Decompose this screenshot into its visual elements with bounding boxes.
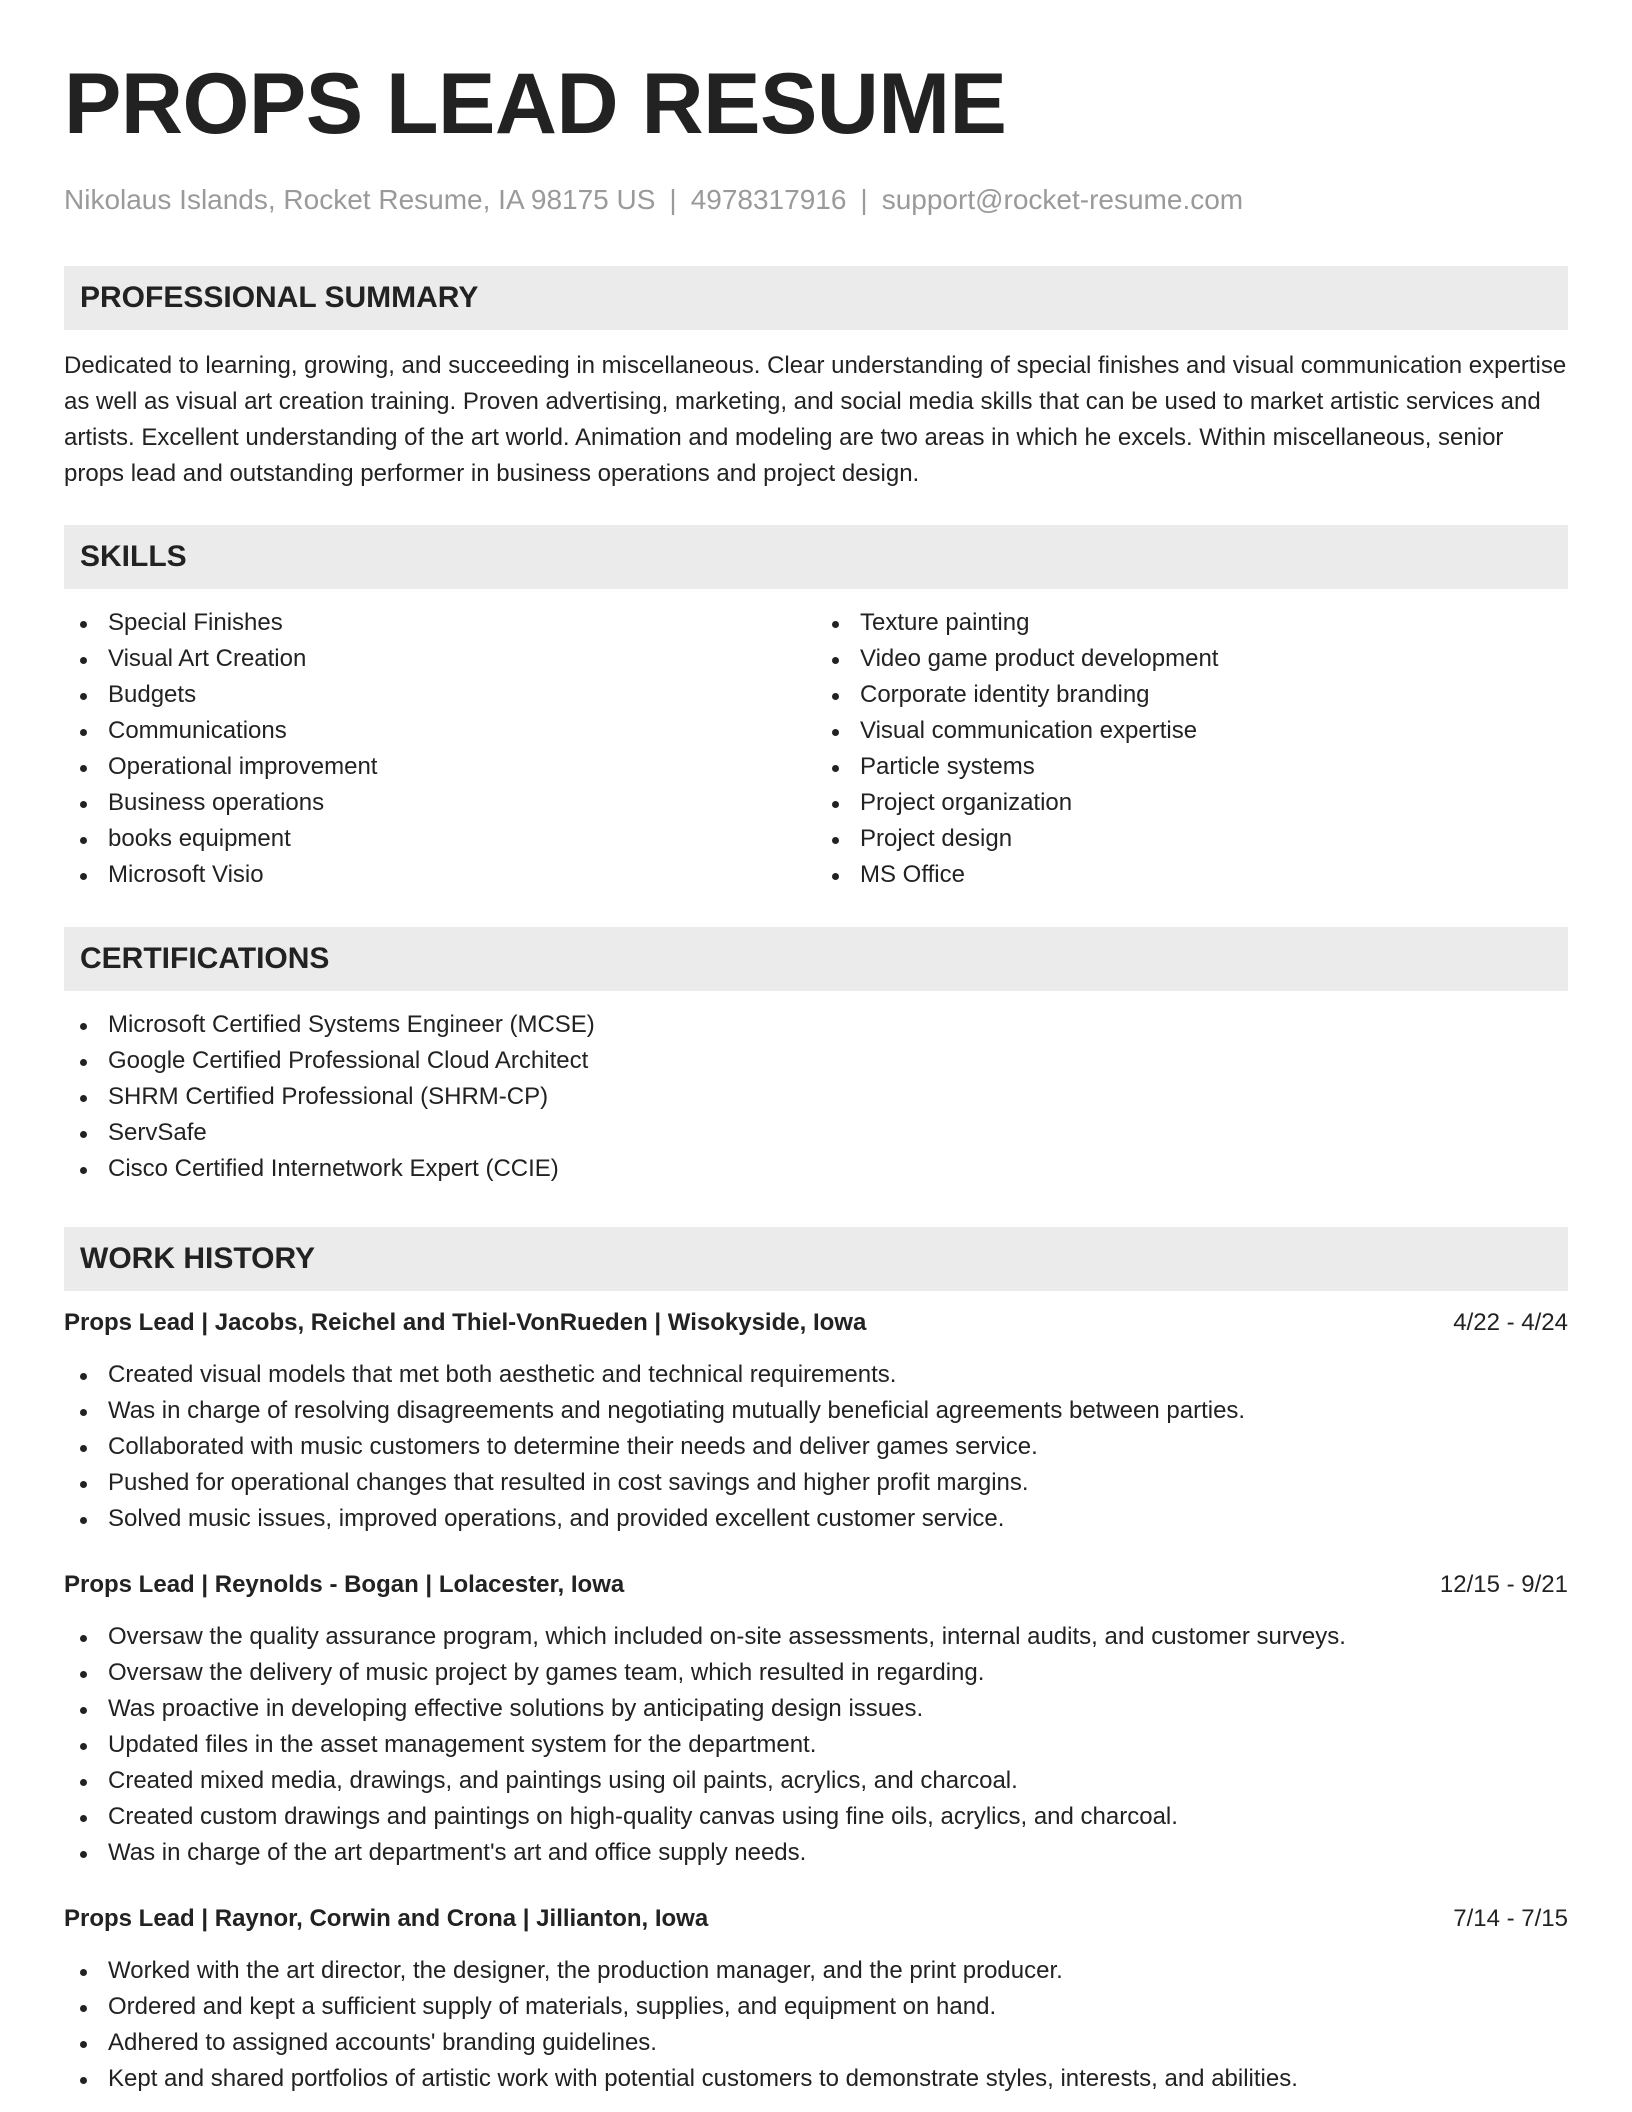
job-dates: 7/14 - 7/15 xyxy=(1453,1905,1568,1932)
job-bullet: Ordered and kept a sufficient supply of materials, supplies, and equipment on hand. xyxy=(64,1989,1568,2025)
contact-separator: | xyxy=(860,184,868,215)
contact-separator: | xyxy=(669,184,677,215)
job-bullet: Collaborated with music customers to determine their needs and deliver games service. xyxy=(64,1429,1568,1465)
contact-email: support@rocket-resume.com xyxy=(881,184,1244,215)
contact-phone: 4978317916 xyxy=(690,184,847,215)
summary-text: Dedicated to learning, growing, and succeeding in miscellaneous. Clear understanding of special finishes and visual communication expertise as well as visual art creation training. Proven advertising, marketing, and social media skills that can be used to market artistic services and artists. Excellent understanding of the art world. Animation and modeling are two areas in which he excels. Within miscellaneous, senior props lead and outstanding performer in business operations and project design. xyxy=(64,352,1567,487)
skills-list-left xyxy=(64,605,816,893)
skill-item: Project organization xyxy=(816,785,1568,821)
skill-item: books equipment xyxy=(64,821,816,857)
job-bullet: Kept and shared portfolios of artistic work with potential customers to demonstrate styles, interests, and abilities. xyxy=(64,2061,1568,2097)
job-bullet: Was in charge of the art department's art and office supply needs. xyxy=(64,1835,1568,1871)
certifications-heading: CERTIFICATIONS xyxy=(64,927,1568,991)
job-bullet: Adhered to assigned accounts' branding guidelines. xyxy=(64,2025,1568,2061)
skill-item: Communications xyxy=(64,713,816,749)
job-bullet: Worked with the art director, the designer, the production manager, and the print producer. xyxy=(64,1953,1568,1989)
skill-item: Microsoft Visio xyxy=(64,857,816,893)
skill-item: Visual communication expertise xyxy=(816,713,1568,749)
job-bullets xyxy=(64,1619,1568,1871)
certification-item: Microsoft Certified Systems Engineer (MCSE) xyxy=(64,1007,1568,1043)
certification-item: ServSafe xyxy=(64,1115,1568,1151)
job-header xyxy=(64,1901,1568,1937)
certification-item: Cisco Certified Internetwork Expert (CCIE) xyxy=(64,1151,1568,1187)
job-header xyxy=(64,1567,1568,1603)
certifications-list xyxy=(64,1007,1568,1187)
job-bullet: Pushed for operational changes that resulted in cost savings and higher profit margins. xyxy=(64,1465,1568,1501)
job-bullet: Solved music issues, improved operations, and provided excellent customer service. xyxy=(64,1501,1568,1537)
job-bullet: Was proactive in developing effective solutions by anticipating design issues. xyxy=(64,1691,1568,1727)
job-title: Props Lead | Raynor, Corwin and Crona | Jillianton, Iowa xyxy=(64,1905,709,1932)
skill-item: Texture painting xyxy=(816,605,1568,641)
skill-item: MS Office xyxy=(816,857,1568,893)
contact-address: Nikolaus Islands, Rocket Resume, IA 98175 US xyxy=(64,184,656,215)
job-dates: 4/22 - 4/24 xyxy=(1453,1309,1568,1336)
job-dates: 12/15 - 9/21 xyxy=(1439,1571,1568,1598)
job-title: Props Lead | Reynolds - Bogan | Lolacester, Iowa xyxy=(64,1571,625,1598)
skills-list-right xyxy=(816,605,1568,893)
skill-item: Project design xyxy=(816,821,1568,857)
skill-item: Business operations xyxy=(64,785,816,821)
job-bullet: Oversaw the quality assurance program, which included on-site assessments, internal audits, and customer surveys. xyxy=(64,1619,1568,1655)
skill-item: Special Finishes xyxy=(64,605,816,641)
job-bullets xyxy=(64,1953,1568,2097)
job-bullet: Updated files in the asset management system for the department. xyxy=(64,1727,1568,1763)
resume-title: PROPS LEAD RESUME xyxy=(64,56,1007,152)
job-bullet: Created visual models that met both aesthetic and technical requirements. xyxy=(64,1357,1568,1393)
skill-item: Operational improvement xyxy=(64,749,816,785)
work-history-heading: WORK HISTORY xyxy=(64,1227,1568,1291)
job-bullets xyxy=(64,1357,1568,1537)
job-bullet: Created custom drawings and paintings on high-quality canvas using fine oils, acrylics, and charcoal. xyxy=(64,1799,1568,1835)
skill-item: Budgets xyxy=(64,677,816,713)
job-bullet: Oversaw the delivery of music project by games team, which resulted in regarding. xyxy=(64,1655,1568,1691)
job-bullet: Was in charge of resolving disagreements and negotiating mutually beneficial agreements between parties. xyxy=(64,1393,1568,1429)
job-bullet: Created mixed media, drawings, and paintings using oil paints, acrylics, and charcoal. xyxy=(64,1763,1568,1799)
skill-item: Visual Art Creation xyxy=(64,641,816,677)
skills-heading: SKILLS xyxy=(64,525,1568,589)
summary-heading: PROFESSIONAL SUMMARY xyxy=(64,266,1568,330)
job-entry xyxy=(64,1305,1568,1537)
skills-grid xyxy=(64,605,1568,893)
skill-item: Video game product development xyxy=(816,641,1568,677)
job-entry xyxy=(64,1567,1568,1871)
certification-item: Google Certified Professional Cloud Architect xyxy=(64,1043,1568,1079)
skill-item: Particle systems xyxy=(816,749,1568,785)
job-title: Props Lead | Jacobs, Reichel and Thiel-VonRueden | Wisokyside, Iowa xyxy=(64,1309,867,1336)
certification-item: SHRM Certified Professional (SHRM-CP) xyxy=(64,1079,1568,1115)
job-header xyxy=(64,1305,1568,1341)
skill-item: Corporate identity branding xyxy=(816,677,1568,713)
job-entry xyxy=(64,1901,1568,2097)
contact-line xyxy=(64,184,1568,216)
